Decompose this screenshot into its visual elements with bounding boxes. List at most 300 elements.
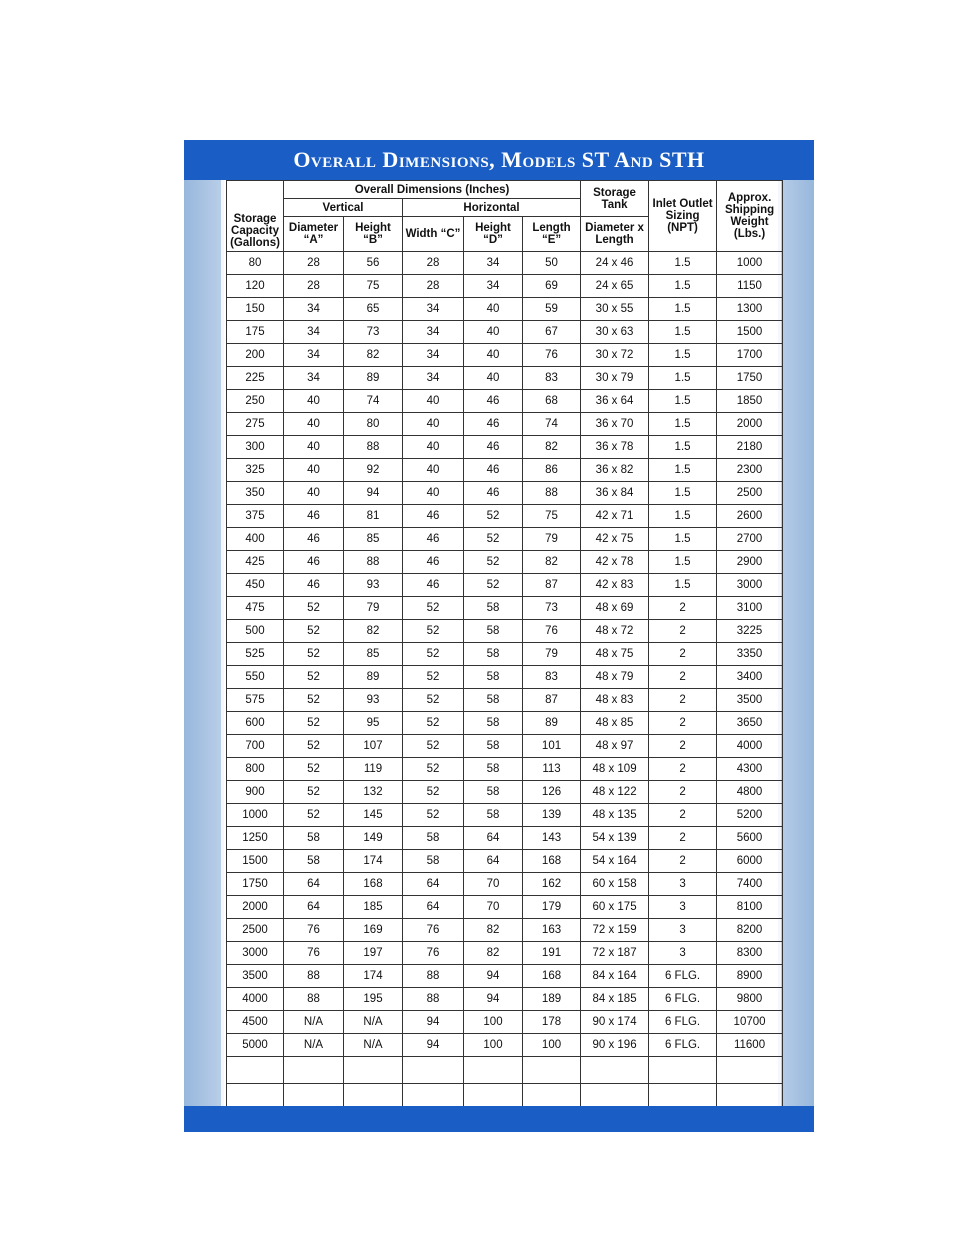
table-row [227, 344, 783, 367]
table-cell: 82 [344, 620, 403, 643]
table-cell: 52 [403, 666, 464, 689]
table-cell: 10700 [717, 1011, 783, 1034]
table-cell: 3500 [717, 689, 783, 712]
table-cell: 500 [227, 620, 284, 643]
table-cell: 30 x 63 [581, 321, 649, 344]
empty-cell [464, 1057, 523, 1084]
table-cell: 58 [403, 827, 464, 850]
table-cell: 1500 [227, 850, 284, 873]
table-cell: 94 [403, 1034, 464, 1057]
table-cell: 64 [284, 896, 344, 919]
table-cell: 2500 [227, 919, 284, 942]
table-cell: 89 [344, 666, 403, 689]
table-cell: 1300 [717, 298, 783, 321]
header-storage-tank: Storage Tank [581, 181, 649, 217]
table-cell: 1.5 [649, 551, 717, 574]
table-cell: 46 [464, 459, 523, 482]
table-cell: 400 [227, 528, 284, 551]
table-cell: 48 x 72 [581, 620, 649, 643]
table-cell: 79 [523, 643, 581, 666]
table-cell: 8200 [717, 919, 783, 942]
table-cell: 2 [649, 712, 717, 735]
table-cell: 174 [344, 850, 403, 873]
table-cell: 52 [403, 620, 464, 643]
table-cell: 72 x 159 [581, 919, 649, 942]
table-row [227, 275, 783, 298]
table-cell: 2000 [717, 413, 783, 436]
table-cell: 76 [403, 942, 464, 965]
table-cell: 162 [523, 873, 581, 896]
table-cell: 40 [284, 413, 344, 436]
table-row [227, 459, 783, 482]
table-cell: 34 [284, 321, 344, 344]
table-cell: 40 [403, 390, 464, 413]
table-cell: 1150 [717, 275, 783, 298]
table-row [227, 574, 783, 597]
table-cell: 3500 [227, 965, 284, 988]
table-cell: 600 [227, 712, 284, 735]
table-cell: 69 [523, 275, 581, 298]
empty-cell [581, 1057, 649, 1084]
header-shipping-weight: Approx. Shipping Weight (Lbs.) [717, 181, 783, 252]
table-cell: 450 [227, 574, 284, 597]
table-cell: 46 [403, 505, 464, 528]
table-cell: 64 [464, 827, 523, 850]
table-cell: 178 [523, 1011, 581, 1034]
table-cell: 174 [344, 965, 403, 988]
table-cell: 1.5 [649, 413, 717, 436]
table-cell: 1.5 [649, 344, 717, 367]
table-cell: 88 [284, 988, 344, 1011]
table-cell: N/A [344, 1011, 403, 1034]
header-inlet-outlet: Inlet Outlet Sizing (NPT) [649, 181, 717, 252]
table-cell: 100 [464, 1011, 523, 1034]
table-cell: 58 [464, 666, 523, 689]
table-cell: 1.5 [649, 252, 717, 275]
table-cell: 46 [403, 528, 464, 551]
table-cell: 88 [523, 482, 581, 505]
table-cell: 3650 [717, 712, 783, 735]
table-cell: 113 [523, 758, 581, 781]
table-cell: 52 [464, 528, 523, 551]
table-cell: 11600 [717, 1034, 783, 1057]
table-cell: 24 x 65 [581, 275, 649, 298]
table-cell: 70 [464, 873, 523, 896]
table-cell: 46 [284, 551, 344, 574]
table-cell: 76 [403, 919, 464, 942]
header-h-width: Width “C” [403, 217, 464, 252]
table-cell: 95 [344, 712, 403, 735]
table-cell: 36 x 84 [581, 482, 649, 505]
table-cell: 75 [523, 505, 581, 528]
table-row [227, 597, 783, 620]
table-cell: 48 x 83 [581, 689, 649, 712]
table-cell: N/A [344, 1034, 403, 1057]
table-cell: 42 x 83 [581, 574, 649, 597]
table-cell: 8100 [717, 896, 783, 919]
table-cell: 89 [344, 367, 403, 390]
table-cell: 1.5 [649, 298, 717, 321]
table-row [227, 689, 783, 712]
table-cell: 1250 [227, 827, 284, 850]
table-row [227, 298, 783, 321]
table-row [227, 643, 783, 666]
table-cell: 126 [523, 781, 581, 804]
table-row [227, 1011, 783, 1034]
table-cell: 46 [403, 574, 464, 597]
table-cell: 1.5 [649, 321, 717, 344]
table-cell: 1.5 [649, 505, 717, 528]
table-cell: 7400 [717, 873, 783, 896]
table-cell: 59 [523, 298, 581, 321]
table-cell: 52 [464, 574, 523, 597]
table-cell: 100 [464, 1034, 523, 1057]
table-cell: 107 [344, 735, 403, 758]
empty-row [227, 1057, 783, 1084]
table-cell: 3 [649, 896, 717, 919]
header-h-height: Height “D” [464, 217, 523, 252]
table-row [227, 827, 783, 850]
table-cell: 2 [649, 620, 717, 643]
table-row [227, 1034, 783, 1057]
table-row [227, 620, 783, 643]
empty-cell [403, 1057, 464, 1084]
table-cell: 58 [284, 827, 344, 850]
table-cell: 40 [464, 298, 523, 321]
table-row [227, 965, 783, 988]
table-row [227, 781, 783, 804]
table-row [227, 413, 783, 436]
table-cell: 2600 [717, 505, 783, 528]
table-cell: 83 [523, 367, 581, 390]
dimensions-table [226, 180, 783, 1111]
table-cell: 1.5 [649, 390, 717, 413]
table-cell: 30 x 79 [581, 367, 649, 390]
table-cell: 90 x 196 [581, 1034, 649, 1057]
table-cell: 34 [403, 367, 464, 390]
table-cell: 84 x 185 [581, 988, 649, 1011]
table-cell: 28 [403, 275, 464, 298]
table-cell: 1.5 [649, 459, 717, 482]
table-cell: 3400 [717, 666, 783, 689]
table-cell: 52 [284, 781, 344, 804]
empty-cell [649, 1057, 717, 1084]
table-cell: 46 [464, 413, 523, 436]
table-cell: 58 [464, 689, 523, 712]
table-cell: 2 [649, 850, 717, 873]
table-cell: 36 x 64 [581, 390, 649, 413]
table-cell: N/A [284, 1011, 344, 1034]
table-cell: 195 [344, 988, 403, 1011]
table-cell: 88 [344, 436, 403, 459]
table-cell: 34 [284, 367, 344, 390]
table-cell: 101 [523, 735, 581, 758]
table-cell: 2900 [717, 551, 783, 574]
table-row [227, 390, 783, 413]
table-cell: 36 x 82 [581, 459, 649, 482]
table-row [227, 252, 783, 275]
empty-cell [717, 1057, 783, 1084]
table-body [227, 252, 783, 1111]
table-cell: 52 [403, 597, 464, 620]
table-cell: 52 [403, 735, 464, 758]
table-cell: 2 [649, 597, 717, 620]
table-cell: 79 [344, 597, 403, 620]
table-cell: 52 [403, 643, 464, 666]
header-tank-diameter-length: Diameter x Length [581, 217, 649, 252]
table-cell: 1750 [717, 367, 783, 390]
table-cell: 36 x 70 [581, 413, 649, 436]
table-row [227, 873, 783, 896]
table-cell: N/A [284, 1034, 344, 1057]
table-cell: 40 [403, 413, 464, 436]
table-cell: 76 [523, 344, 581, 367]
table-cell: 82 [464, 919, 523, 942]
table-cell: 90 x 174 [581, 1011, 649, 1034]
table-cell: 73 [523, 597, 581, 620]
table-cell: 24 x 46 [581, 252, 649, 275]
table-cell: 88 [284, 965, 344, 988]
title-bar [184, 140, 814, 180]
table-row [227, 436, 783, 459]
table-cell: 52 [403, 781, 464, 804]
table-cell: 8900 [717, 965, 783, 988]
table-cell: 34 [464, 275, 523, 298]
table-cell: 2300 [717, 459, 783, 482]
table-cell: 40 [403, 459, 464, 482]
table-cell: 275 [227, 413, 284, 436]
table-cell: 42 x 78 [581, 551, 649, 574]
table-cell: 88 [344, 551, 403, 574]
table-cell: 3000 [717, 574, 783, 597]
table-cell: 86 [523, 459, 581, 482]
table-cell: 52 [403, 689, 464, 712]
table-cell: 120 [227, 275, 284, 298]
table-cell: 1.5 [649, 482, 717, 505]
table-cell: 6 FLG. [649, 1011, 717, 1034]
table-row [227, 505, 783, 528]
table-cell: 46 [284, 574, 344, 597]
table-cell: 34 [403, 321, 464, 344]
table-cell: 82 [523, 436, 581, 459]
table-cell: 73 [344, 321, 403, 344]
table-cell: 3000 [227, 942, 284, 965]
table-cell: 93 [344, 574, 403, 597]
table-cell: 54 x 164 [581, 850, 649, 873]
table-cell: 58 [403, 850, 464, 873]
table-cell: 58 [464, 620, 523, 643]
table-cell: 87 [523, 574, 581, 597]
table-cell: 8300 [717, 942, 783, 965]
table-cell: 52 [284, 620, 344, 643]
table-cell: 58 [464, 735, 523, 758]
table-cell: 87 [523, 689, 581, 712]
table-row [227, 551, 783, 574]
table-cell: 2180 [717, 436, 783, 459]
table-cell: 3100 [717, 597, 783, 620]
table-cell: 83 [523, 666, 581, 689]
empty-cell [227, 1057, 284, 1084]
table-cell: 46 [464, 482, 523, 505]
table-cell: 1500 [717, 321, 783, 344]
table-cell: 6 FLG. [649, 1034, 717, 1057]
table-cell: 185 [344, 896, 403, 919]
table-cell: 3 [649, 919, 717, 942]
table-cell: 52 [284, 758, 344, 781]
table-cell: 1.5 [649, 367, 717, 390]
table-cell: 50 [523, 252, 581, 275]
table-cell: 375 [227, 505, 284, 528]
table-cell: 64 [464, 850, 523, 873]
table-cell: 34 [403, 298, 464, 321]
table-cell: 1.5 [649, 275, 717, 298]
table-cell: 2500 [717, 482, 783, 505]
table-cell: 28 [284, 252, 344, 275]
empty-cell [523, 1057, 581, 1084]
table-cell: 2 [649, 781, 717, 804]
table-cell: 64 [284, 873, 344, 896]
table-cell: 800 [227, 758, 284, 781]
table-cell: 52 [403, 758, 464, 781]
table-cell: 34 [403, 344, 464, 367]
table-cell: 34 [284, 298, 344, 321]
table-cell: 150 [227, 298, 284, 321]
table-cell: 68 [523, 390, 581, 413]
table-cell: 1.5 [649, 436, 717, 459]
table-cell: 48 x 79 [581, 666, 649, 689]
table-cell: 84 x 164 [581, 965, 649, 988]
table-cell: 168 [523, 965, 581, 988]
table-cell: 76 [284, 942, 344, 965]
table-cell: 300 [227, 436, 284, 459]
table-cell: 75 [344, 275, 403, 298]
table-cell: 58 [464, 758, 523, 781]
table-cell: 163 [523, 919, 581, 942]
table-row [227, 919, 783, 942]
table-cell: 175 [227, 321, 284, 344]
table-cell: 64 [403, 873, 464, 896]
table-cell: 550 [227, 666, 284, 689]
table-cell: 80 [227, 252, 284, 275]
table-cell: 2 [649, 758, 717, 781]
table-cell: 3350 [717, 643, 783, 666]
table-cell: 48 x 97 [581, 735, 649, 758]
table-cell: 94 [464, 965, 523, 988]
table-cell: 143 [523, 827, 581, 850]
table-cell: 250 [227, 390, 284, 413]
table-cell: 48 x 85 [581, 712, 649, 735]
header-v-height: Height “B” [344, 217, 403, 252]
header-overall-dimensions: Overall Dimensions (Inches) [284, 181, 581, 199]
empty-cell [344, 1057, 403, 1084]
table-cell: 30 x 55 [581, 298, 649, 321]
table-cell: 65 [344, 298, 403, 321]
table-cell: 5200 [717, 804, 783, 827]
table-cell: 82 [464, 942, 523, 965]
table-cell: 1750 [227, 873, 284, 896]
table-cell: 52 [464, 505, 523, 528]
table-cell: 2 [649, 804, 717, 827]
table-cell: 132 [344, 781, 403, 804]
table-cell: 4300 [717, 758, 783, 781]
table-cell: 58 [464, 712, 523, 735]
table-cell: 48 x 135 [581, 804, 649, 827]
table-cell: 4000 [227, 988, 284, 1011]
header-storage-capacity: Storage Capacity (Gallons) [227, 181, 284, 252]
table-panel [221, 180, 781, 1110]
table-cell: 82 [523, 551, 581, 574]
table-cell: 80 [344, 413, 403, 436]
table-cell: 145 [344, 804, 403, 827]
table-cell: 42 x 75 [581, 528, 649, 551]
table-cell: 575 [227, 689, 284, 712]
table-row [227, 712, 783, 735]
table-cell: 76 [523, 620, 581, 643]
table-cell: 58 [464, 597, 523, 620]
table-cell: 42 x 71 [581, 505, 649, 528]
table-cell: 79 [523, 528, 581, 551]
header-vertical: Vertical [284, 199, 403, 217]
table-cell: 58 [464, 781, 523, 804]
table-cell: 3225 [717, 620, 783, 643]
table-cell: 2 [649, 666, 717, 689]
table-cell: 74 [344, 390, 403, 413]
table-cell: 2000 [227, 896, 284, 919]
table-cell: 85 [344, 643, 403, 666]
table-cell: 60 x 158 [581, 873, 649, 896]
table-cell: 52 [284, 689, 344, 712]
table-cell: 52 [284, 643, 344, 666]
table-row [227, 804, 783, 827]
table-cell: 76 [284, 919, 344, 942]
table-cell: 30 x 72 [581, 344, 649, 367]
table-cell: 52 [284, 735, 344, 758]
table-row [227, 666, 783, 689]
table-cell: 94 [344, 482, 403, 505]
table-cell: 5600 [717, 827, 783, 850]
table-cell: 168 [344, 873, 403, 896]
table-cell: 46 [284, 528, 344, 551]
table-cell: 52 [403, 804, 464, 827]
table-cell: 5000 [227, 1034, 284, 1057]
table-row [227, 735, 783, 758]
table-cell: 325 [227, 459, 284, 482]
table-cell: 58 [464, 643, 523, 666]
table-cell: 179 [523, 896, 581, 919]
table-cell: 40 [284, 390, 344, 413]
table-cell: 64 [403, 896, 464, 919]
table-cell: 425 [227, 551, 284, 574]
table-cell: 40 [403, 436, 464, 459]
bottom-bar [184, 1106, 814, 1132]
table-cell: 48 x 75 [581, 643, 649, 666]
table-cell: 88 [403, 965, 464, 988]
table-cell: 82 [344, 344, 403, 367]
header-h-length: Length “E” [523, 217, 581, 252]
table-cell: 52 [403, 712, 464, 735]
table-cell: 2 [649, 689, 717, 712]
table-cell: 92 [344, 459, 403, 482]
table-cell: 60 x 175 [581, 896, 649, 919]
table-cell: 1000 [227, 804, 284, 827]
table-cell: 197 [344, 942, 403, 965]
table-cell: 94 [403, 1011, 464, 1034]
table-cell: 191 [523, 942, 581, 965]
table-cell: 40 [284, 482, 344, 505]
table-cell: 225 [227, 367, 284, 390]
table-cell: 2 [649, 735, 717, 758]
table-cell: 94 [464, 988, 523, 1011]
